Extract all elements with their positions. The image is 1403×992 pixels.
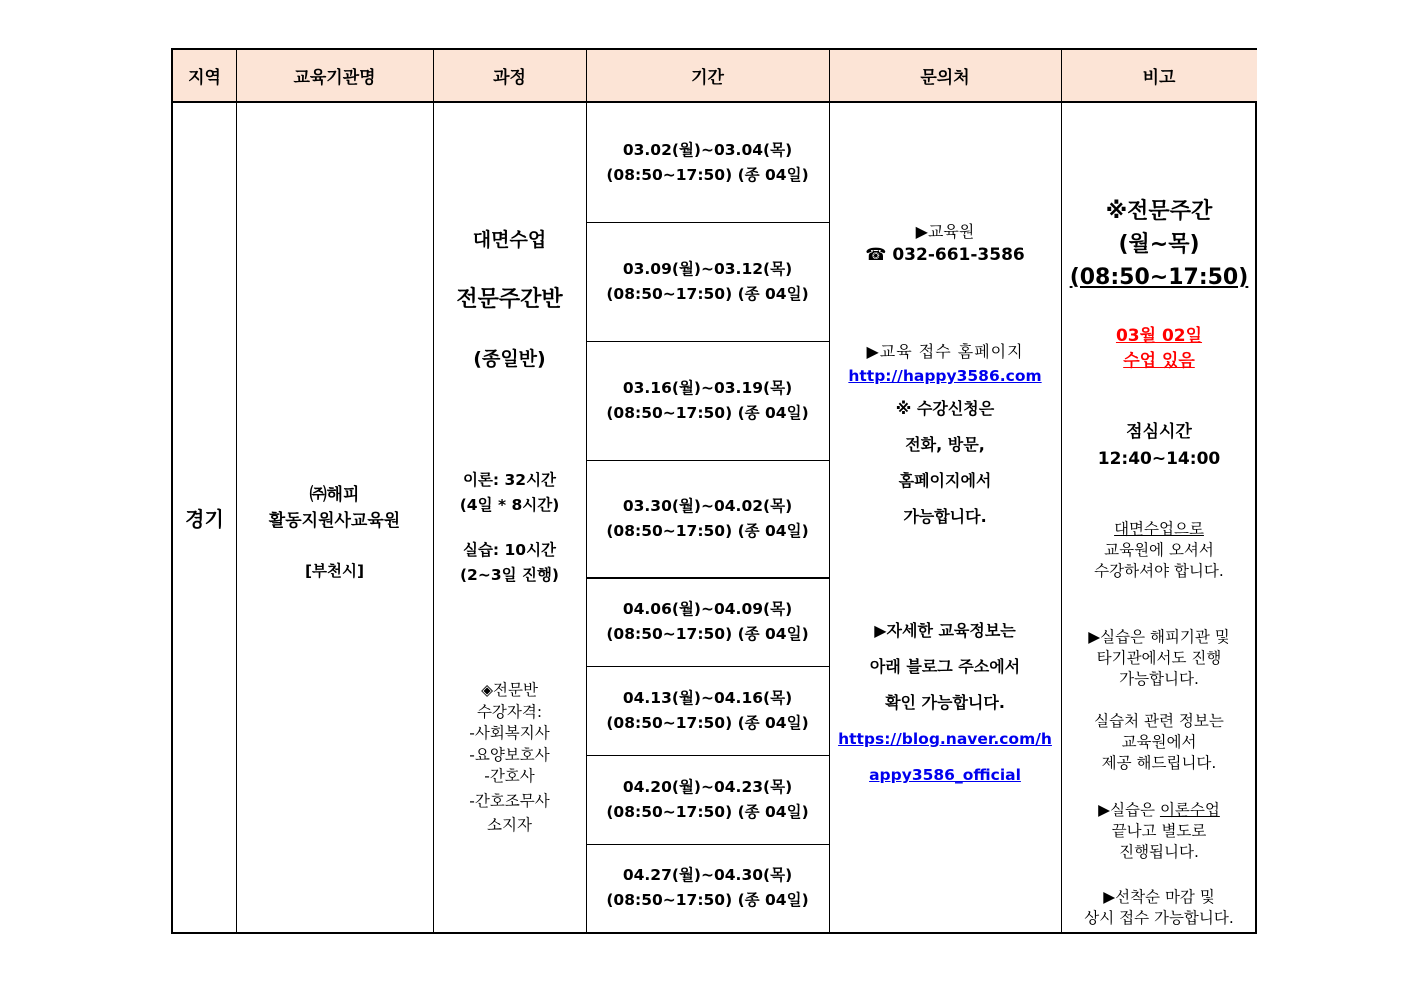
note-line-underlined: 이론수업 <box>1159 801 1220 819</box>
note-line: 타기관에서도 진행 <box>1096 649 1222 667</box>
schedule-table <box>171 48 1257 934</box>
period-dates: 03.02(월)~03.04(목) <box>622 140 793 159</box>
qual-label: 수강자격: <box>476 702 543 721</box>
institution-name-2: 활동지원사교육원 <box>268 510 401 531</box>
blog-line: ▶자세한 교육정보는 <box>874 621 1016 640</box>
period-row <box>586 844 829 932</box>
course-name: 전문주간반 <box>456 287 563 312</box>
period-dates: 03.09(월)~03.12(목) <box>622 259 793 278</box>
theory-detail: (4일 * 8시간) <box>459 496 560 514</box>
period-cell <box>586 103 829 932</box>
header-remarks: 비고 <box>1061 50 1257 103</box>
period-row <box>586 103 829 223</box>
lunch-label: 점심시간 <box>1126 422 1192 442</box>
period-time: (08:50~17:50) (종 04일) <box>606 284 809 303</box>
period-time: (08:50~17:50) (종 04일) <box>606 521 809 540</box>
note-line: 교육원에서 <box>1121 733 1197 751</box>
theory-hours: 이론: 32시간 <box>462 471 557 489</box>
header-contact: 문의처 <box>829 50 1061 103</box>
qual-item: -간호사 <box>484 767 535 785</box>
period-time: (08:50~17:50) (종 04일) <box>606 624 809 643</box>
period-dates: 04.27(월)~04.30(목) <box>622 866 793 884</box>
blog-link-continued[interactable]: appy3586_official <box>869 766 1021 784</box>
course-cell <box>433 103 586 932</box>
period-dates: 03.30(월)~04.02(목) <box>622 496 793 515</box>
course-type: 대면수업 <box>472 229 547 251</box>
after-theory-note <box>1061 800 1257 863</box>
note-line: 홈페이지에서 <box>898 471 992 490</box>
note-line: 제공 해드립니다. <box>1101 754 1217 772</box>
remarks-title-1: ※전문주간 <box>1105 199 1213 224</box>
header-course: 과정 <box>433 50 586 103</box>
qual-title: ◈전문반 <box>481 681 538 699</box>
first-come-note <box>1061 887 1257 929</box>
institution-city: [부천시] <box>304 561 365 580</box>
qual-item: -사회복지사 <box>469 724 550 742</box>
center-label: ▶교육원 <box>915 222 975 241</box>
blog-line: 확인 가능합니다. <box>885 693 1005 712</box>
first-day-note <box>1061 324 1257 374</box>
period-row <box>586 755 829 845</box>
note-line: 가능합니다. <box>903 507 987 526</box>
note-line: 실습처 관련 정보는 <box>1094 712 1224 730</box>
note-line: 수강하셔야 합니다. <box>1094 562 1224 580</box>
note-line-start: ▶실습은 <box>1098 801 1160 819</box>
course-sub: (종일반) <box>473 348 546 370</box>
f2f-note <box>1061 519 1257 582</box>
note-line: 대면수업으로 <box>1114 520 1204 538</box>
period-row <box>586 341 829 461</box>
period-time: (08:50~17:50) (종 04일) <box>606 891 809 909</box>
first-day-date: 03월 02일 <box>1115 326 1203 346</box>
remarks-title-2: (월~목) <box>1118 232 1200 257</box>
period-row <box>586 577 829 667</box>
note-line: ▶실습은 해피기관 및 <box>1088 628 1230 646</box>
note-line: 교육원에 오셔서 <box>1104 541 1214 559</box>
qual-item: -요양보호사 <box>469 745 550 764</box>
period-time: (08:50~17:50) (종 04일) <box>606 403 809 422</box>
header-region: 지역 <box>173 50 236 103</box>
signup-note <box>829 391 1061 535</box>
homepage-link[interactable]: http://happy3586.com <box>848 367 1042 385</box>
note-line: 가능합니다. <box>1119 670 1199 688</box>
region-cell <box>173 103 236 932</box>
qualification <box>433 680 586 836</box>
period-dates: 03.16(월)~03.19(목) <box>622 378 793 397</box>
practice-hours: 실습: 10시간 <box>462 541 557 559</box>
period-row <box>586 666 829 756</box>
institution-cell <box>236 103 433 932</box>
header-institution: 교육기관명 <box>236 50 433 103</box>
blog-info <box>829 613 1061 793</box>
period-time: (08:50~17:50) (종 04일) <box>606 713 809 732</box>
blog-link[interactable]: https://blog.naver.com/h <box>838 730 1052 748</box>
period-dates: 04.13(월)~04.16(목) <box>622 688 793 707</box>
period-row <box>586 460 829 579</box>
qual-item: -간호조무사 <box>469 791 550 810</box>
remarks-cell <box>1061 103 1257 932</box>
note-line: 진행됩니다. <box>1119 843 1199 861</box>
first-day-text: 수업 있음 <box>1123 351 1195 371</box>
note-line: 상시 접수 가능합니다. <box>1084 909 1234 927</box>
region-text: 경기 <box>185 507 224 531</box>
period-row <box>586 222 829 342</box>
institution-name: ㈜해피 <box>309 484 360 505</box>
period-time: (08:50~17:50) (종 04일) <box>606 165 809 184</box>
course-hours <box>433 468 586 588</box>
period-time: (08:50~17:50) (종 04일) <box>606 802 809 821</box>
contact-cell <box>829 103 1061 932</box>
remarks-title <box>1061 195 1257 294</box>
blog-line: 아래 블로그 주소에서 <box>869 657 1021 676</box>
note-line: 전화, 방문, <box>905 435 985 454</box>
qual-suffix: 소지자 <box>487 815 532 834</box>
note-line: 끝나고 별도로 <box>1111 822 1207 840</box>
period-dates: 04.20(월)~04.23(목) <box>622 777 793 796</box>
period-dates: 04.06(월)~04.09(목) <box>622 599 793 618</box>
note-line: ▶선착순 마감 및 <box>1103 888 1215 906</box>
lunch-time <box>1061 419 1257 473</box>
lunch-hours: 12:40~14:00 <box>1097 449 1221 469</box>
header-period: 기간 <box>586 50 829 103</box>
remarks-title-3: (08:50~17:50) <box>1069 265 1249 290</box>
phone-number: ☎ 032-661-3586 <box>865 245 1025 265</box>
note-line: ※ 수강신청은 <box>895 399 995 418</box>
practice-note <box>1061 627 1257 774</box>
practice-detail: (2~3일 진행) <box>459 566 560 584</box>
homepage-label: ▶교육 접수 홈페이지 <box>866 342 1024 361</box>
